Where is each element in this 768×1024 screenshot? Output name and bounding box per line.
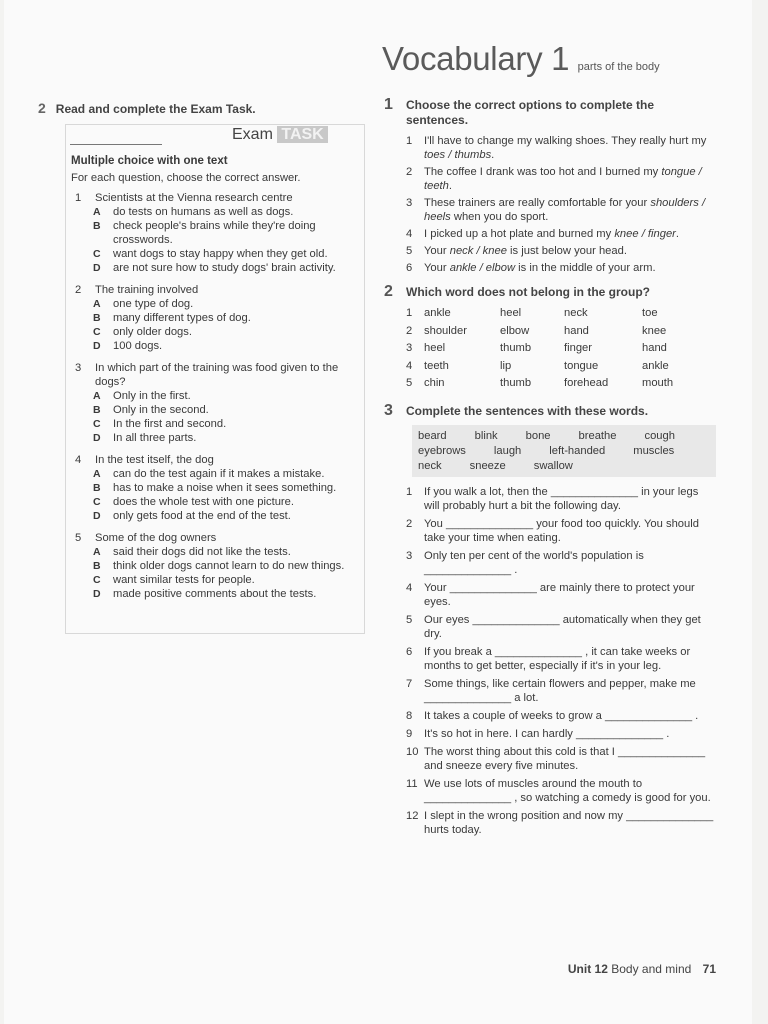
item-text	[424, 261, 656, 275]
answer-option	[71, 587, 357, 601]
option-letter: A	[93, 546, 101, 558]
answer-option	[71, 339, 357, 353]
footer-unit: Unit 12	[567, 962, 608, 976]
option-text: want similar tests for people.	[113, 574, 255, 586]
item-text-end: .	[448, 180, 452, 192]
answer-option	[71, 509, 357, 523]
question-stem	[71, 361, 357, 389]
exercise-3-header	[384, 401, 714, 419]
item-number: 5	[406, 613, 413, 626]
question-text: Some of the dog owners	[95, 532, 217, 544]
item-number: 12	[406, 809, 419, 822]
exercise-1-item	[406, 261, 714, 275]
item-text: Some things, like certain flowers and pepper, make me ______________ a lot.	[424, 677, 696, 704]
word-cell: heel	[500, 307, 522, 319]
word-option: muscles	[633, 444, 675, 457]
exercise-2-title: Which word does not belong in the group?	[406, 285, 650, 299]
item-text: Your ______________ are mainly there to protect your eyes.	[424, 581, 695, 608]
item-options: shoulders / heels	[424, 197, 706, 223]
option-text: think older dogs cannot learn to do new things.	[113, 560, 345, 572]
exercise-3-item	[406, 809, 714, 837]
item-text-start: The coffee I drank was too hot and I burned my	[424, 166, 662, 178]
answer-option	[71, 297, 357, 311]
word-cell: thumb	[500, 377, 532, 389]
word-cell: knee	[642, 324, 667, 337]
option-letter: A	[93, 468, 101, 480]
exercise-2-left	[38, 100, 358, 118]
question-text: The training involved	[95, 284, 199, 296]
item-number: 1	[406, 135, 413, 147]
word-cell: ankle	[642, 359, 669, 372]
question-number: 4	[75, 454, 82, 466]
option-text: want dogs to stay happy when they get old.	[113, 248, 328, 260]
question-number: 3	[75, 362, 82, 374]
item-number: 7	[406, 677, 413, 690]
item-text-end: .	[675, 228, 680, 240]
exercise-3-item	[406, 709, 714, 723]
option-text: made positive comments about the tests.	[113, 588, 317, 600]
option-text: said their dogs did not like the tests.	[113, 546, 291, 558]
item-number: 4	[406, 581, 413, 594]
word-cell: finger	[564, 342, 592, 354]
exercise-1-title: Choose the correct options to complete the sentences.	[406, 98, 655, 127]
exercise-3-item	[406, 745, 714, 773]
answer-option	[71, 417, 357, 431]
exam-question	[71, 191, 357, 275]
option-text: one type of dog.	[113, 298, 194, 310]
exercise-1-number: 1	[384, 96, 393, 113]
option-letter: C	[93, 326, 101, 338]
word-option: beard	[418, 429, 447, 442]
question-stem	[71, 283, 357, 297]
option-text: can do the test again if it makes a mistake.	[113, 468, 325, 480]
option-text: check people's brains while they're doing crosswords.	[113, 220, 316, 246]
item-text-end: .	[491, 149, 495, 161]
answer-option	[71, 431, 357, 445]
option-text: only older dogs.	[113, 326, 192, 338]
workbook-page	[4, 0, 752, 1024]
option-letter: D	[93, 340, 101, 352]
exercise-3-item	[406, 485, 714, 513]
answer-option	[71, 205, 357, 219]
table-row	[406, 376, 714, 394]
item-text-end: is in the middle of your arm.	[515, 262, 656, 274]
item-number: 4	[406, 228, 413, 240]
page-header	[382, 40, 660, 78]
answer-option	[71, 573, 357, 587]
word-cell: tongue	[564, 359, 599, 372]
exam-type: Multiple choice with one text	[71, 155, 228, 167]
item-text: We use lots of muscles around the mouth to ______________ , so watching a comedy is good for you.	[424, 777, 711, 804]
word-cell: forehead	[564, 377, 609, 389]
option-letter: B	[93, 482, 101, 494]
row-number: 3	[406, 342, 413, 354]
exam-question	[71, 361, 357, 445]
exercise-3-item	[406, 517, 714, 545]
answer-option	[71, 545, 357, 559]
item-options: toes / thumbs	[424, 149, 492, 161]
item-options: tongue / teeth	[424, 166, 702, 192]
exercise-3-title: Complete the sentences with these words.	[406, 403, 649, 418]
row-number: 1	[406, 307, 413, 319]
word-option: swallow	[533, 459, 573, 472]
answer-option	[71, 481, 357, 495]
exam-divider	[70, 144, 162, 145]
option-letter: B	[93, 560, 101, 572]
page-number: 71	[702, 962, 716, 976]
item-number: 6	[406, 645, 413, 658]
exercise-1-header	[384, 98, 714, 128]
question-number: 1	[75, 192, 82, 204]
exam-task-content	[71, 154, 357, 609]
item-text-end: when you do sport.	[450, 211, 549, 223]
question-number: 5	[75, 532, 82, 544]
question-text: In which part of the training was food given to the dogs?	[95, 362, 339, 388]
exercise-1-item	[406, 196, 714, 224]
exam-task-badge: TASK	[277, 126, 327, 143]
item-text	[424, 244, 627, 258]
option-letter: B	[93, 220, 101, 232]
word-cell: shoulder	[424, 324, 467, 337]
item-text: The worst thing about this cold is that I ______________ and sneeze every five minutes.	[424, 745, 706, 772]
item-text	[424, 227, 679, 241]
item-options: knee / finger	[614, 228, 676, 240]
page-footer	[568, 962, 716, 976]
option-text: 100 dogs.	[113, 340, 163, 352]
exercise-2-number: 2	[384, 283, 393, 300]
answer-option	[71, 247, 357, 261]
table-row	[406, 306, 714, 324]
option-text: In the first and second.	[113, 418, 227, 430]
item-number: 3	[406, 197, 413, 209]
item-text	[424, 134, 714, 162]
row-number: 2	[406, 324, 413, 337]
item-text: If you walk a lot, then the ______________ in your legs will probably hurt a bit the following day.	[424, 485, 699, 512]
answer-option	[71, 495, 357, 509]
row-number: 4	[406, 359, 413, 372]
word-option: cough	[644, 429, 675, 442]
item-number: 3	[406, 549, 413, 562]
item-number: 11	[406, 777, 418, 790]
item-number: 1	[406, 485, 413, 498]
option-text: are not sure how to study dogs' brain activity.	[113, 262, 336, 274]
question-number: 2	[75, 284, 82, 296]
item-options: neck / knee	[449, 245, 507, 257]
word-option: bone	[525, 429, 551, 442]
word-cell: neck	[564, 307, 588, 319]
page-title: Vocabulary 1	[382, 40, 570, 77]
table-row	[406, 324, 714, 342]
item-text-start: Your	[424, 245, 450, 257]
left-question-number: 2	[38, 100, 46, 116]
answer-option	[71, 311, 357, 325]
exam-question	[71, 531, 357, 601]
exercise-3-item	[406, 581, 714, 609]
option-text: In all three parts.	[113, 432, 197, 444]
exercise-1-item	[406, 244, 714, 258]
option-text: Only in the first.	[113, 390, 191, 402]
question-stem	[71, 191, 357, 205]
item-number: 8	[406, 709, 413, 722]
item-text: Only ten per cent of the world's population is ______________ .	[424, 549, 644, 576]
exercise-3-item	[406, 645, 714, 673]
exercise-1-item	[406, 165, 714, 193]
item-number: 6	[406, 262, 413, 274]
option-letter: A	[93, 390, 101, 402]
footer-topic: Body and mind	[611, 962, 692, 976]
question-stem	[71, 453, 357, 467]
item-text-end: is just below your head.	[506, 245, 627, 257]
item-text: You ______________ your food too quickly. You should take your time when eating.	[424, 517, 699, 544]
item-number: 2	[406, 517, 413, 530]
item-number: 9	[406, 727, 413, 740]
word-option: left-handed	[549, 444, 606, 457]
exercise-3-item	[406, 727, 714, 741]
question-stem	[71, 531, 357, 545]
option-letter: C	[93, 496, 101, 508]
exam-task-label	[232, 126, 328, 144]
word-cell: hand	[564, 324, 589, 337]
word-cell: thumb	[500, 342, 532, 354]
exercise-2-table	[406, 306, 714, 394]
item-options: ankle / elbow	[449, 262, 516, 274]
exercise-3-item	[406, 549, 714, 577]
table-row	[406, 359, 714, 377]
right-column	[384, 98, 714, 841]
option-letter: C	[93, 248, 101, 260]
item-text: It's so hot in here. I can hardly ______________ .	[424, 727, 670, 740]
option-letter: D	[93, 510, 101, 522]
word-option: neck	[418, 459, 442, 472]
exercise-1-item	[406, 134, 714, 162]
option-letter: D	[93, 588, 101, 600]
option-text: many different types of dog.	[113, 312, 251, 324]
word-option: blink	[474, 429, 498, 442]
item-text-start: I'll have to change my walking shoes. They really hurt my	[424, 135, 707, 147]
item-text-start: These trainers are really comfortable for your	[424, 197, 651, 209]
option-text: only gets food at the end of the test.	[113, 510, 291, 522]
exercise-1-item	[406, 227, 714, 241]
option-text: Only in the second.	[113, 404, 209, 416]
exercise-3-items	[406, 485, 714, 837]
exercise-3-item	[406, 677, 714, 705]
word-cell: lip	[500, 359, 512, 372]
word-option: laugh	[493, 444, 522, 457]
answer-option	[71, 389, 357, 403]
answer-option	[71, 467, 357, 481]
item-number: 2	[406, 166, 413, 178]
exam-question	[71, 283, 357, 353]
option-text: does the whole test with one picture.	[113, 496, 294, 508]
exam-questions	[71, 191, 357, 601]
word-option: eyebrows	[418, 444, 466, 457]
option-letter: D	[93, 262, 101, 274]
question-text: In the test itself, the dog	[95, 454, 214, 466]
answer-option	[71, 403, 357, 417]
word-cell: mouth	[642, 377, 674, 389]
item-text	[424, 196, 714, 224]
word-cell: elbow	[500, 324, 530, 337]
exam-label-text: Exam	[232, 126, 273, 143]
option-text: do tests on humans as well as dogs.	[113, 206, 294, 218]
table-row	[406, 341, 714, 359]
exercise-3-item	[406, 777, 714, 805]
answer-option	[71, 219, 357, 247]
option-letter: C	[93, 418, 101, 430]
option-letter: B	[93, 312, 101, 324]
option-text: has to make a noise when it sees something.	[113, 482, 337, 494]
word-option: sneeze	[469, 459, 506, 472]
item-text: I slept in the wrong position and now my ______________ hurts today.	[424, 809, 714, 836]
row-number: 5	[406, 377, 413, 389]
word-cell: ankle	[424, 307, 451, 319]
item-number: 5	[406, 245, 413, 257]
option-letter: C	[93, 574, 101, 586]
word-box	[412, 425, 716, 477]
item-text-start: Your	[424, 262, 450, 274]
word-cell: toe	[642, 307, 658, 319]
answer-option	[71, 325, 357, 339]
option-letter: B	[93, 404, 101, 416]
question-text: Scientists at the Vienna research centre	[95, 192, 293, 204]
exercise-1-items	[384, 134, 714, 275]
exam-question	[71, 453, 357, 523]
item-text	[424, 165, 714, 193]
word-cell: heel	[424, 342, 446, 354]
exam-instructions: For each question, choose the correct answer.	[71, 172, 301, 184]
answer-option	[71, 559, 357, 573]
exercise-3-number: 3	[384, 401, 393, 419]
option-letter: D	[93, 432, 101, 444]
exercise-2-header	[384, 285, 714, 300]
item-text-start: I picked up a hot plate and burned my	[424, 228, 615, 240]
item-text: It takes a couple of weeks to grow a ______________ .	[424, 709, 699, 722]
answer-option	[71, 261, 357, 275]
item-number: 10	[406, 745, 419, 758]
word-cell: hand	[642, 342, 667, 354]
word-cell: teeth	[424, 359, 449, 372]
option-letter: A	[93, 298, 101, 310]
word-cell: chin	[424, 377, 445, 389]
page-subtitle: parts of the body	[577, 61, 660, 73]
option-letter: A	[93, 206, 101, 218]
item-text: If you break a ______________ , it can take weeks or months to get better, especially if it's in your leg.	[424, 645, 691, 672]
item-text: Our eyes ______________ automatically when they get dry.	[424, 613, 701, 640]
word-option: breathe	[578, 429, 617, 442]
left-question-text: Read and complete the Exam Task.	[55, 102, 256, 116]
exercise-3-item	[406, 613, 714, 641]
